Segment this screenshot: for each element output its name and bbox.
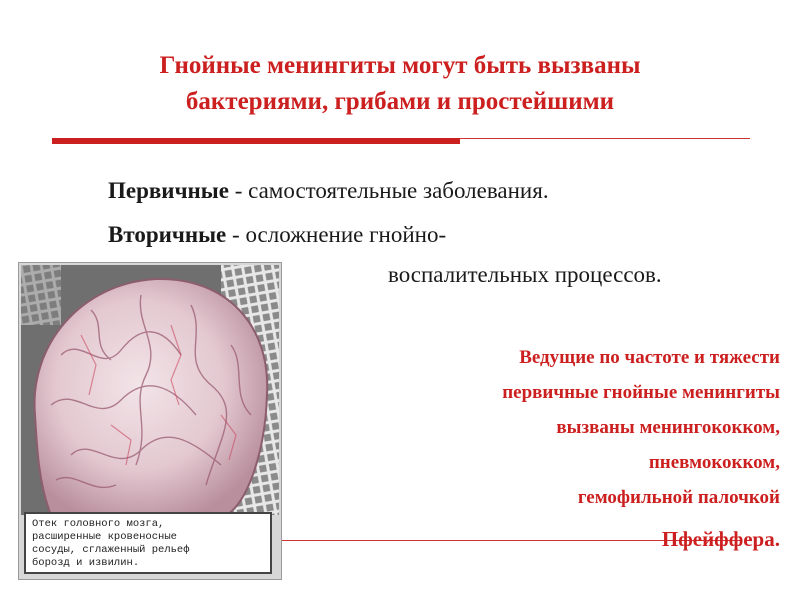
statement-line: гемофильной палочкой <box>577 487 780 508</box>
secondary-def-text: - осложнение гнойно- <box>226 222 447 247</box>
statement-line: Ведущие по частоте и тяжести <box>519 347 780 368</box>
image-caption <box>24 512 272 574</box>
primary-definition <box>108 178 549 204</box>
primary-def-text: - самостоятельные заболевания. <box>228 178 549 203</box>
caption-line: сосуды, сглаженный рельеф <box>32 544 190 556</box>
primary-term: Первичные <box>108 178 229 203</box>
pathogens-statement <box>370 346 780 562</box>
title-line-1: Гнойные менингиты могут быть вызваны <box>159 52 641 79</box>
secondary-def-continuation: воспалительных процессов. <box>388 262 662 287</box>
statement-line: пневмококком, <box>648 452 780 473</box>
title-line-2: бактериями, грибами и простейшими <box>185 88 615 115</box>
slide-title <box>60 48 740 120</box>
secondary-definition <box>108 222 446 248</box>
title-underline-thick <box>52 138 460 144</box>
caption-line: Отек головного мозга, <box>32 518 165 530</box>
caption-line: расширенные кровеносные <box>32 531 177 543</box>
secondary-term: Вторичные <box>108 222 227 247</box>
caption-line: борозд и извилин. <box>32 557 140 569</box>
title-underline-thin <box>460 138 750 139</box>
statement-line: вызваны менингококком, <box>556 417 780 438</box>
statement-line: Пфейффера. <box>661 527 780 551</box>
brain-illustration <box>21 265 279 515</box>
statement-line: первичные гнойные менингиты <box>502 382 780 403</box>
